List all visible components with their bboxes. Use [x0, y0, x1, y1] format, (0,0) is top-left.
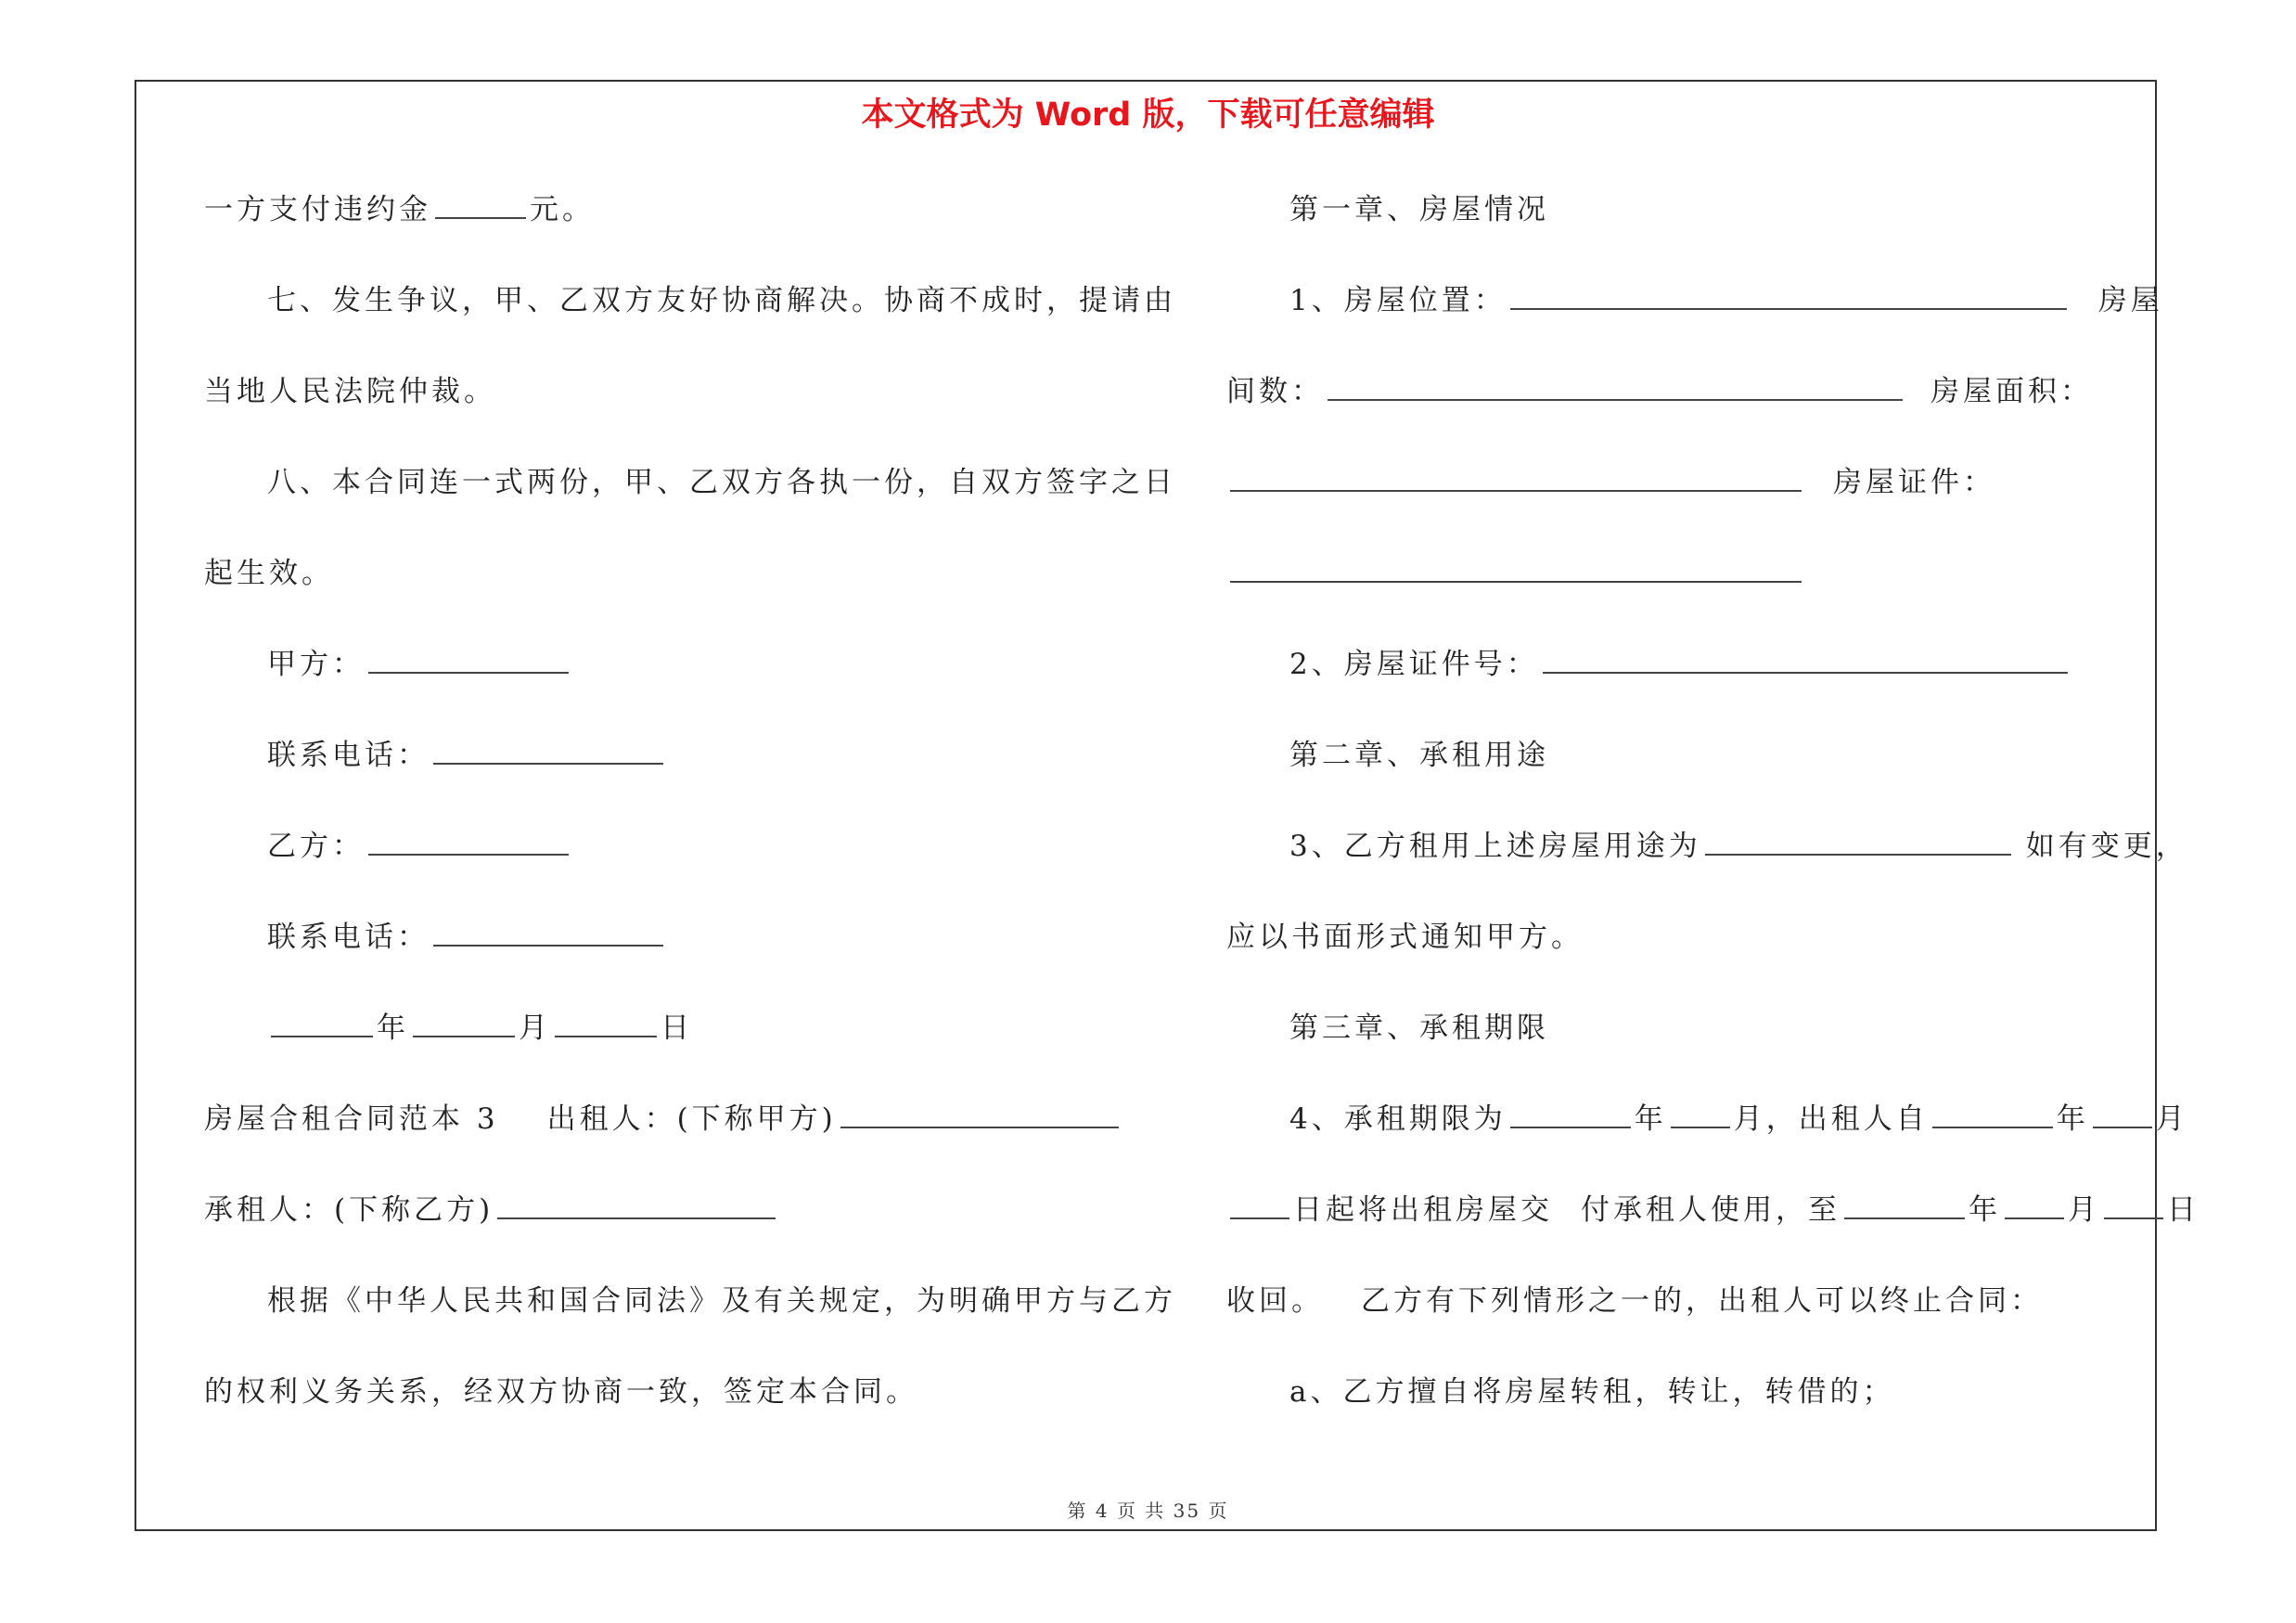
- termination-line: 收回。 乙方有下列情形之一的，出租人可以终止合同：: [1226, 1284, 2043, 1318]
- term-line: 日起将出租房屋交 付承租人使用，至 年 月 日: [1226, 1186, 2191, 1277]
- certificate-blank-line: [1226, 549, 2191, 640]
- party-b-line: 乙方：: [204, 822, 1150, 913]
- page-number: 第 4 页 共 35 页: [1067, 1500, 1229, 1522]
- phone-b-blank: [433, 913, 663, 947]
- lessee-blank: [497, 1186, 776, 1219]
- rooms-blank: [1328, 367, 1903, 401]
- certificate-blank: [1230, 549, 1802, 583]
- blank-field: [435, 186, 526, 219]
- purpose-line: 3、乙方租用上述房屋用途为 如有变更，: [1226, 822, 2191, 913]
- rooms-line: 间数： 房屋面积：: [1226, 367, 2191, 458]
- paragraph-line: 八、本合同连一式两份，甲、乙双方各执一份，自双方签字之日: [267, 466, 1176, 499]
- certificate-line: 房屋证件：: [1226, 458, 2191, 549]
- lessee-line: 承租人：(下称乙方): [204, 1186, 1150, 1277]
- area-blank: [1230, 458, 1802, 492]
- term-line: 4、承租期限为 年 月，出租人自 年 月: [1226, 1095, 2191, 1186]
- left-column: [204, 186, 1176, 1459]
- date-line: 年 月 日: [204, 1004, 1150, 1095]
- text-line: 的权利义务关系，经双方协商一致，签定本合同。: [204, 1375, 918, 1409]
- month-blank: [413, 1004, 515, 1037]
- chapter-heading: 第二章、承租用途: [1289, 739, 1549, 772]
- right-column: [1226, 186, 2200, 1459]
- chapter-heading: 第三章、承租期限: [1289, 1011, 1549, 1045]
- phone-b-line: 联系电话：: [204, 913, 1150, 1004]
- location-blank: [1510, 277, 2067, 310]
- clause-line: a、乙方擅自将房屋转租，转让，转借的；: [1289, 1375, 1895, 1409]
- purpose-blank: [1705, 822, 2011, 856]
- text-line: 一方支付违约金 元。: [204, 186, 1150, 277]
- certificate-number-line: 2、房屋证件号：: [1226, 640, 2191, 731]
- paragraph-line: 根据《中华人民共和国合同法》及有关规定，为明确甲方与乙方: [267, 1284, 1176, 1318]
- text-line: 应以书面形式通知甲方。: [1226, 921, 1584, 954]
- party-b-blank: [368, 822, 569, 856]
- day-blank: [555, 1004, 657, 1037]
- text-line: 当地人民法院仲裁。: [204, 375, 496, 408]
- chapter-heading: 第一章、房屋情况: [1289, 193, 1549, 226]
- location-line: 1、房屋位置： 房屋: [1226, 277, 2191, 367]
- year-blank: [271, 1004, 373, 1037]
- contract-title-line: 房屋合租合同范本 3 出租人：(下称甲方): [204, 1095, 1150, 1186]
- party-a-blank: [368, 640, 569, 674]
- phone-a-blank: [433, 731, 663, 765]
- certificate-number-blank: [1543, 640, 2068, 674]
- paragraph-line: 七、发生争议，甲、乙双方友好协商解决。协商不成时，提请由: [267, 284, 1176, 317]
- party-a-line: 甲方：: [204, 640, 1150, 731]
- document-header: 本文格式为 Word 版，下载可任意编辑: [861, 97, 1435, 134]
- lessor-blank: [840, 1095, 1119, 1128]
- text-line: 起生效。: [204, 557, 334, 590]
- phone-a-line: 联系电话：: [204, 731, 1150, 822]
